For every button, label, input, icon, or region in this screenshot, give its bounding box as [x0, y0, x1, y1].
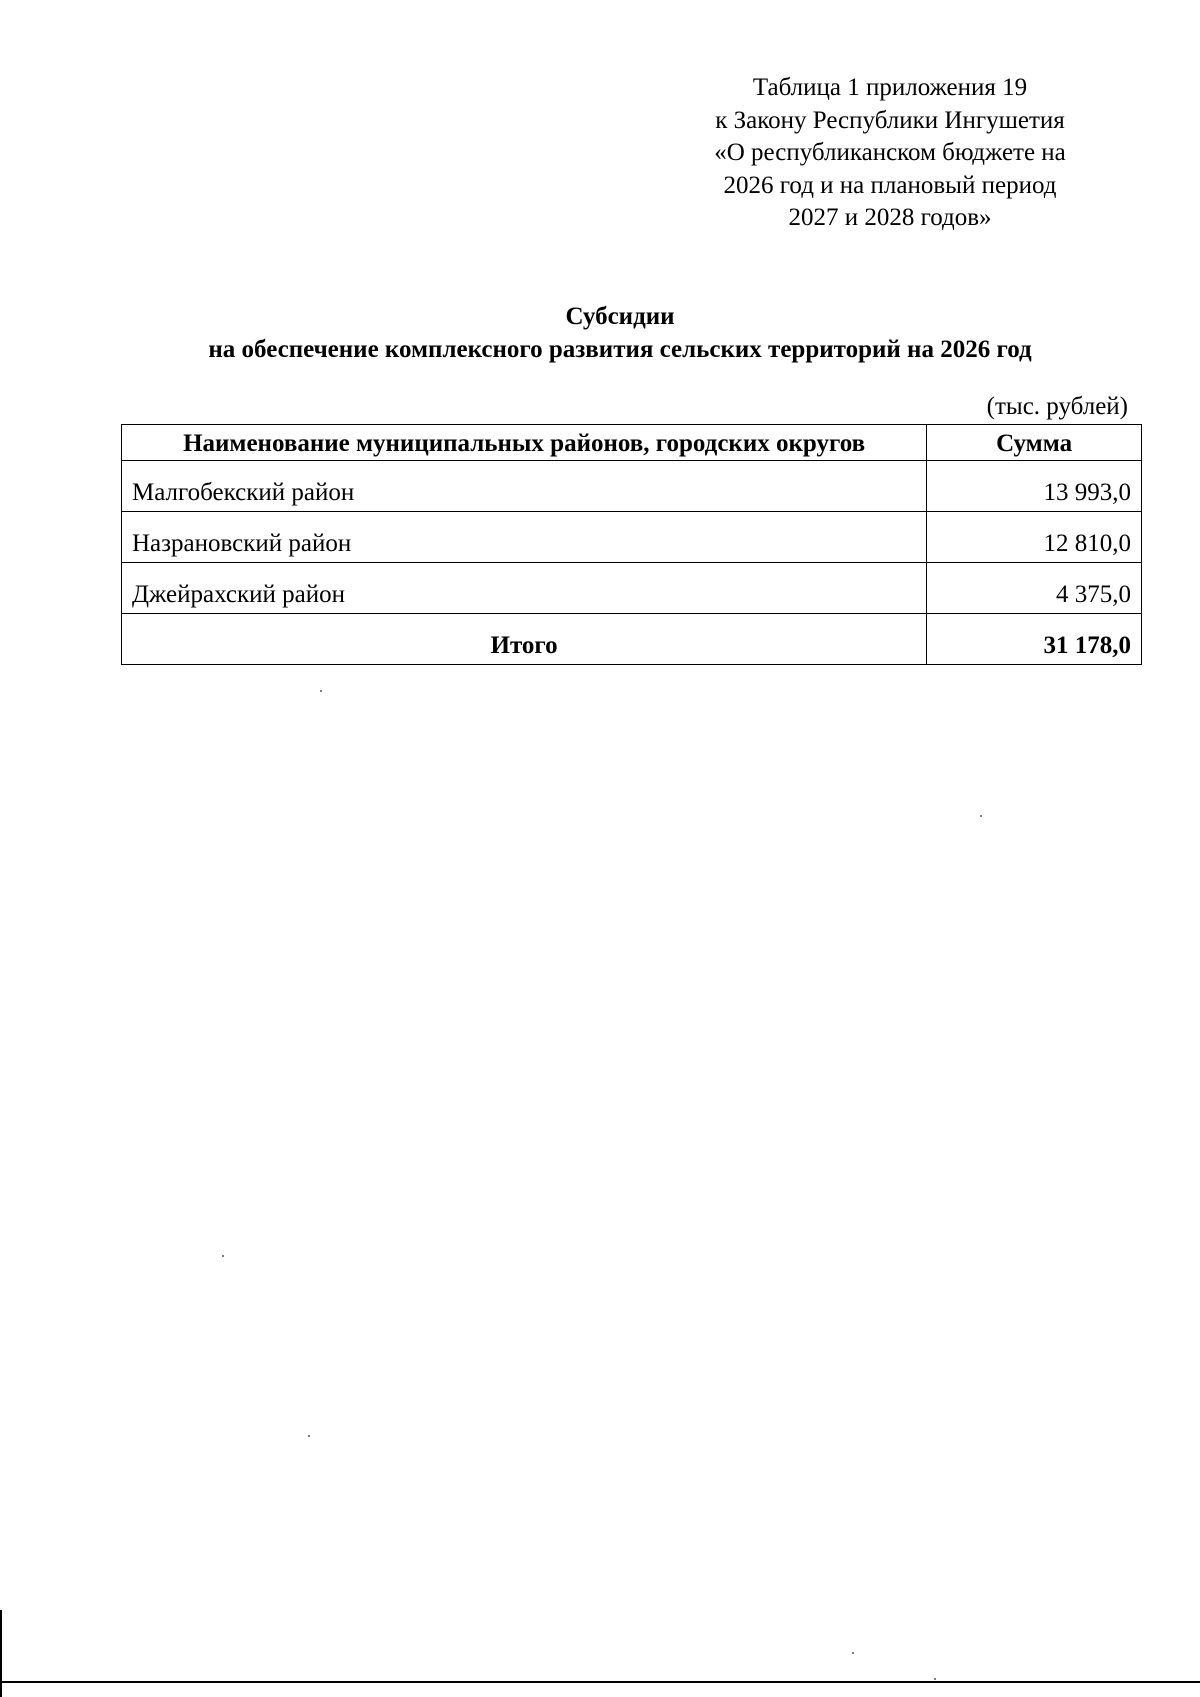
scan-speck: [852, 1652, 854, 1654]
document-title: [120, 300, 1120, 366]
scan-bottom-line: [0, 1681, 1200, 1683]
table-row: [122, 461, 1142, 512]
scan-speck: [222, 1255, 224, 1257]
appendix-line: «О республиканском бюджете на: [714, 139, 1066, 166]
appendix-line: 2026 год и на плановый период: [723, 171, 1057, 199]
total-sum: 31 178,0: [927, 614, 1142, 665]
appendix-line: 2027 и 2028 годов»: [788, 204, 992, 231]
table-row: [122, 512, 1142, 563]
appendix-reference: [660, 72, 1120, 235]
scan-edge-mark: [0, 1610, 2, 1697]
scan-speck: [980, 815, 982, 817]
subsidies-table: [121, 424, 1142, 665]
header-sum: Сумма: [927, 425, 1142, 461]
row-name: Джейрахский район: [122, 563, 927, 614]
total-label: Итого: [122, 614, 927, 665]
title-line-1: Субсидии: [565, 303, 675, 330]
units-note: (тыс. рублей): [986, 393, 1128, 420]
appendix-line: Таблица 1 приложения 19: [752, 74, 1028, 101]
row-sum: 12 810,0: [927, 512, 1142, 563]
header-name: Наименование муниципальных районов, городских округов: [122, 425, 927, 461]
row-name: Малгобекский район: [122, 461, 927, 512]
scan-speck: [308, 1435, 310, 1437]
table-row: [122, 563, 1142, 614]
row-sum: 4 375,0: [927, 563, 1142, 614]
table-header-row: [122, 425, 1142, 461]
row-name: Назрановский район: [122, 512, 927, 563]
row-sum: 13 993,0: [927, 461, 1142, 512]
scan-speck: [320, 690, 322, 692]
appendix-line: к Закону Республики Ингушетия: [715, 106, 1065, 134]
title-line-2: на обеспечение комплексного развития сельских территорий на 2026 год: [208, 336, 1032, 363]
scan-speck: [934, 1678, 936, 1680]
total-row: [122, 614, 1142, 665]
